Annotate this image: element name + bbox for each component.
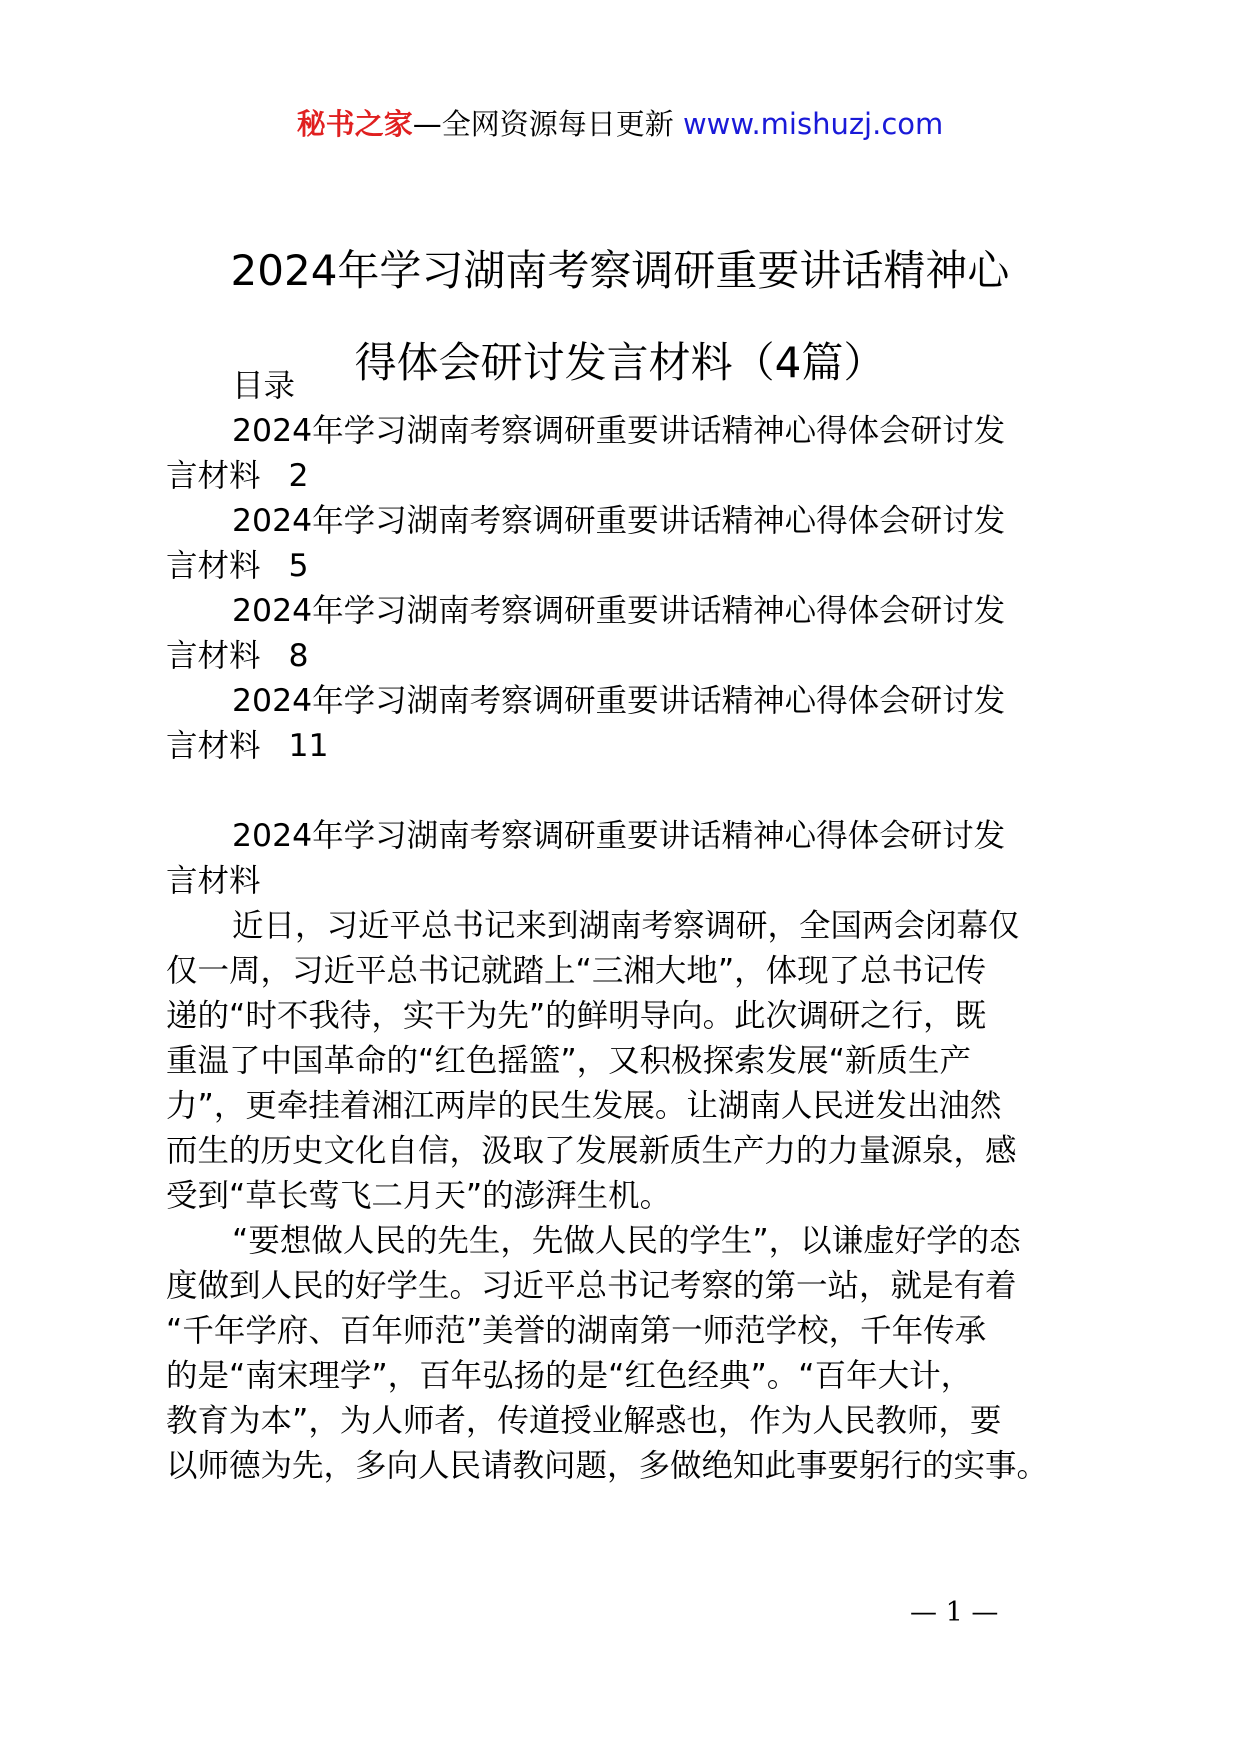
document-title-line-2: 得体会研讨发言材料（4篇） bbox=[354, 338, 886, 387]
site-header bbox=[0, 104, 1240, 144]
paragraph-2-line: 度做到人民的好学生。习近平总书记考察的第一站，就是有着 bbox=[166, 1268, 1017, 1304]
paragraph-1-line: 力”，更牵挂着湘江两岸的民生发展。让湖南人民迸发出油然 bbox=[166, 1088, 1002, 1124]
toc-entry-1-title[interactable]: 2024年学习湖南考察调研重要讲话精神心得体会研讨发 bbox=[232, 413, 1006, 449]
paragraph-1-line: 受到“草长莺飞二月天”的澎湃生机。 bbox=[166, 1178, 672, 1214]
toc-entry-4-title[interactable]: 2024年学习湖南考察调研重要讲话精神心得体会研讨发 bbox=[232, 683, 1006, 719]
toc-entry-3-title[interactable]: 2024年学习湖南考察调研重要讲话精神心得体会研讨发 bbox=[232, 593, 1006, 629]
toc-entry-3-page: 8 bbox=[288, 638, 309, 674]
toc-entry-1-cont[interactable] bbox=[166, 454, 1126, 499]
paragraph-1-line: 递的“时不我待，实干为先”的鲜明导向。此次调研之行，既 bbox=[166, 998, 987, 1034]
toc-entry-3-cont[interactable] bbox=[166, 634, 1126, 679]
paragraph-2-line: “要想做人民的先生，先做人民的学生”，以谦虚好学的态 bbox=[232, 1223, 1021, 1259]
document-body bbox=[166, 364, 1126, 1489]
header-slogan: —全网资源每日更新 bbox=[412, 107, 674, 141]
page-number: — 1 — bbox=[910, 1597, 999, 1628]
paragraph-2-line: 的是“南宋理学”，百年弘扬的是“红色经典”。“百年大计， bbox=[166, 1358, 973, 1394]
toc-entry-4-title-end: 言材料 bbox=[166, 728, 261, 764]
site-url-link[interactable]: www.mishuzj.com bbox=[682, 107, 944, 141]
toc-entry-2-cont[interactable] bbox=[166, 544, 1126, 589]
paragraph-2-line: 以师德为先，多向人民请教问题，多做绝知此事要躬行的实事。 bbox=[166, 1448, 1049, 1484]
toc-entry-4-page: 11 bbox=[288, 728, 329, 764]
paragraph-2-line: 教育为本”，为人师者，传道授业解惑也，作为人民教师，要 bbox=[166, 1403, 1002, 1439]
blank-line bbox=[166, 769, 1126, 814]
section-heading-line-1: 2024年学习湖南考察调研重要讲话精神心得体会研讨发 bbox=[232, 818, 1006, 854]
toc-entry-1-title-end: 言材料 bbox=[166, 458, 261, 494]
toc-entry-1-page: 2 bbox=[288, 458, 309, 494]
section-heading-line-2: 言材料 bbox=[166, 863, 261, 899]
paragraph-2-line: “千年学府、百年师范”美誉的湖南第一师范学校，千年传承 bbox=[166, 1313, 987, 1349]
toc-entry-2-page: 5 bbox=[288, 548, 309, 584]
toc-entry-4-cont[interactable] bbox=[166, 724, 1126, 769]
toc-entry-3-title-end: 言材料 bbox=[166, 638, 261, 674]
paragraph-1-line: 而生的历史文化自信，汲取了发展新质生产力的力量源泉，感 bbox=[166, 1133, 1017, 1169]
paragraph-1-line: 重温了中国革命的“红色摇篮”，又积极探索发展“新质生产 bbox=[166, 1043, 971, 1079]
brand-name: 秘书之家 bbox=[296, 107, 413, 141]
paragraph-1-line: 近日，习近平总书记来到湖南考察调研，全国两会闭幕仅 bbox=[232, 908, 1020, 944]
toc-entry-2-title[interactable]: 2024年学习湖南考察调研重要讲话精神心得体会研讨发 bbox=[232, 503, 1006, 539]
paragraph-1-line: 仅一周，习近平总书记就踏上“三湘大地”，体现了总书记传 bbox=[166, 953, 987, 989]
document-title-line-1: 2024年学习湖南考察调研重要讲话精神心 bbox=[230, 246, 1010, 295]
toc-entry-2-title-end: 言材料 bbox=[166, 548, 261, 584]
toc-heading: 目录 bbox=[232, 368, 296, 404]
